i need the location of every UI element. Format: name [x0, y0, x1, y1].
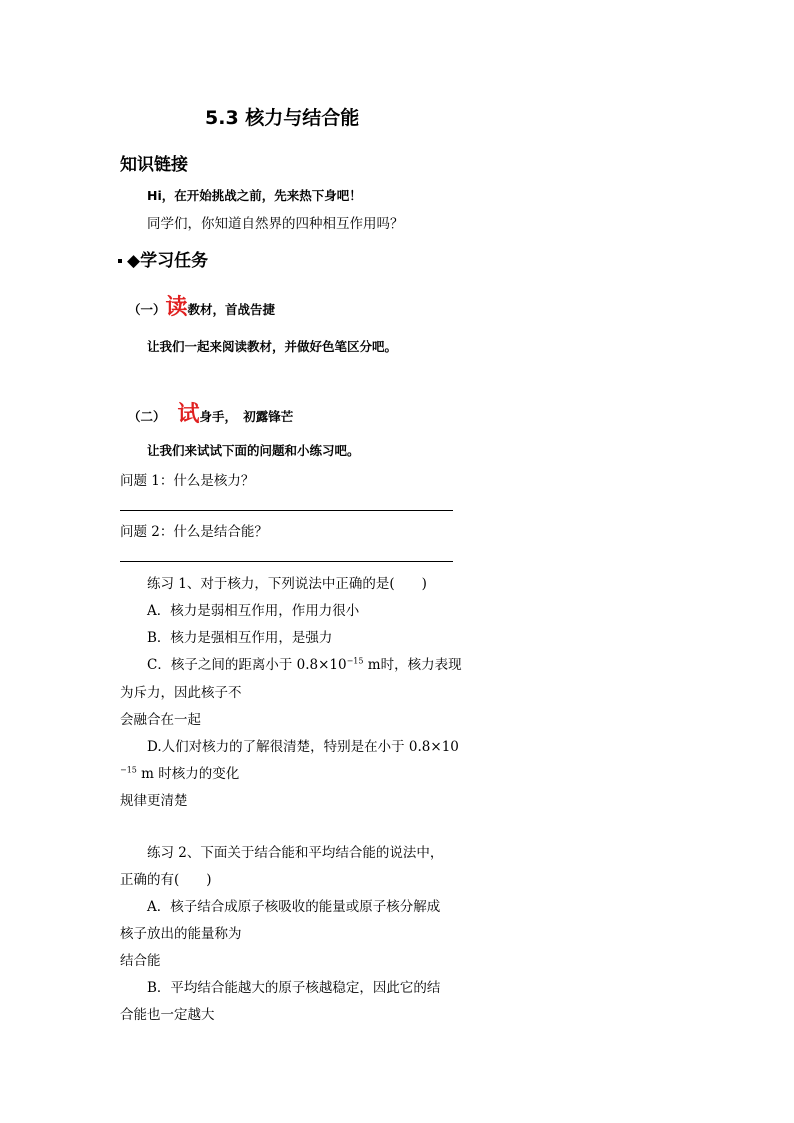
section-heading-knowledge-link: 知识链接 — [120, 155, 188, 175]
exercise-1-option-a: A．核力是弱相互作用，作用力很小 — [147, 603, 360, 619]
exercise-1-option-c-line2: 为斥力，因此核子不 — [120, 685, 242, 701]
exercise-1-option-d-line3: 规律更清楚 — [120, 793, 188, 809]
task-one-big-char: 读 — [165, 295, 188, 320]
task-two-big-char: 试 — [177, 402, 200, 427]
question-1: 问题 1：什么是核力？ — [120, 473, 255, 489]
question-2: 问题 2：什么是结合能？ — [120, 524, 268, 540]
exercise-2-stem-line2: 正确的有( ) — [120, 872, 212, 888]
task-one-heading — [128, 290, 275, 321]
task-one-body: 让我们一起来阅读教材，并做好色笔区分吧。 — [147, 339, 398, 354]
exercise-1-option-b: B．核力是强相互作用，是强力 — [147, 630, 333, 646]
answer-line-2 — [120, 561, 453, 562]
exercise-2-option-a-line2: 核子放出的能量称为 — [120, 926, 242, 942]
answer-line-1 — [120, 510, 453, 511]
question-four-interactions: 同学们，你知道自然界的四种相互作用吗？ — [147, 216, 404, 232]
exercise-1-option-c-line3: 会融合在一起 — [120, 712, 201, 728]
exercise-1-option-d-line1: D.人们对核力的了解很清楚，特别是在小于 0.8×10 — [147, 739, 459, 755]
option-d-exponent: −15 — [120, 765, 137, 775]
exercise-2-option-a-line3: 结合能 — [120, 953, 161, 969]
option-c-exponent: −15 — [346, 656, 364, 666]
option-d-text: m 时核力的变化 — [136, 766, 240, 782]
task-two-prefix: （二） — [128, 409, 166, 424]
option-c-text-b: m时，核力表现 — [363, 657, 462, 673]
task-one-suffix: 教材，首战告捷 — [187, 302, 276, 317]
exercise-2-option-b-line1: B．平均结合能越大的原子核越稳定，因此它的结 — [147, 980, 441, 996]
exercise-2-option-a-line1: A．核子结合成原子核吸收的能量或原子核分解成 — [147, 899, 441, 915]
exercise-1-stem: 练习 1、对于核力，下列说法中正确的是( ) — [147, 576, 427, 592]
exercise-1-option-d-line2 — [120, 762, 239, 782]
page-title: 5.3 核力与结合能 — [205, 107, 360, 129]
warmup-line: Hi，在开始挑战之前，先来热下身吧！ — [147, 188, 362, 203]
exercise-1-option-c-line1 — [147, 653, 462, 673]
square-bullet-icon — [118, 259, 122, 263]
task-two-suffix: 身手， 初露锋芒 — [199, 409, 294, 424]
section-heading-learning-tasks — [118, 246, 208, 271]
option-c-text-a: C．核子之间的距离小于 0.8×10 — [147, 657, 347, 673]
learning-tasks-label: ◆学习任务 — [127, 251, 209, 271]
task-two-heading — [128, 397, 293, 428]
exercise-2-stem-line1: 练习 2、下面关于结合能和平均结合能的说法中， — [147, 845, 444, 861]
task-two-body: 让我们来试试下面的问题和小练习吧。 — [147, 443, 360, 458]
exercise-2-option-b-line2: 合能也一定越大 — [120, 1007, 215, 1023]
task-one-prefix: （一） — [128, 302, 166, 317]
